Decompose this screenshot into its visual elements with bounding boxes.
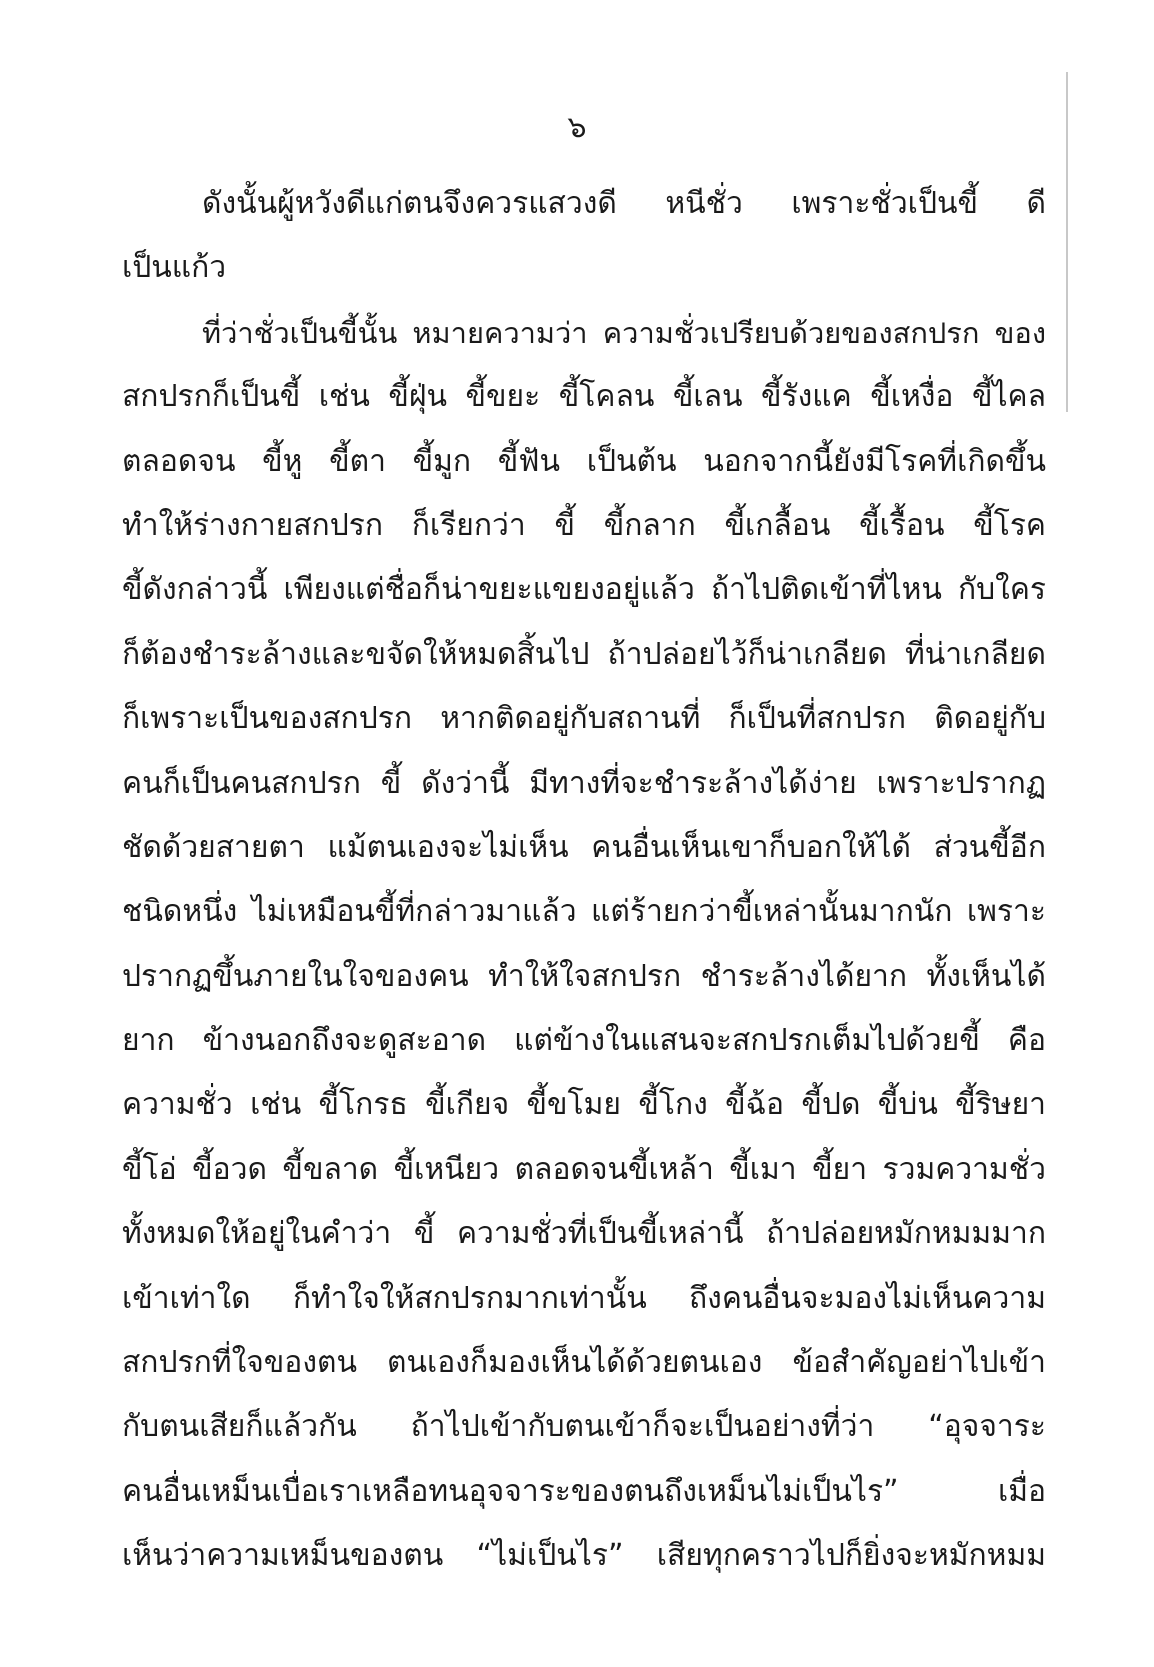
text-line: ก็ต้องชำระล้างและขจัดให้หมดสิ้นไป ถ้าปล่อยไว้ก็น่าเกลียด ที่น่าเกลียด [122, 636, 1046, 672]
text-line: ชัดด้วยสายตา แม้ตนเองจะไม่เห็น คนอื่นเห็นเขาก็บอกให้ได้ ส่วนขี้อีก [122, 829, 1046, 865]
text-line: ดังนั้นผู้หวังดีแก่ตนจึงควรแสวงดี หนีชั่ว เพราะชั่วเป็นขี้ ดี [202, 186, 1046, 221]
body-text [122, 172, 1046, 1589]
text-line: ขี้โอ่ ขี้อวด ขี้ขลาด ขี้เหนียว ตลอดจนขี้เหล้า ขี้เมา ขี้ยา รวมความชั่ว [122, 1151, 1046, 1187]
text-line: ก็เพราะเป็นของสกปรก หากติดอยู่กับสถานที่ ก็เป็นที่สกปรก ติดอยู่กับ [122, 701, 1046, 737]
text-line: คนอื่นเหม็นเบื่อเราเหลือทนอุจจาระของตนถึงเหม็นไม่เป็นไร” เมื่อ [122, 1473, 1046, 1509]
text-line: ปรากฏขึ้นภายในใจของคน ทำให้ใจสกปรก ชำระล้างได้ยาก ทั้งเห็นได้ [122, 958, 1046, 994]
page-number: ๖ [567, 110, 587, 145]
text-line: เห็นว่าความเหม็นของตน “ไม่เป็นไร” เสียทุกคราวไปก็ยิ่งจะหมักหมม [122, 1538, 1046, 1574]
text-line: เข้าเท่าใด ก็ทำใจให้สกปรกมากเท่านั้น ถึงคนอื่นจะมองไม่เห็นความ [122, 1280, 1046, 1316]
text-line: ชนิดหนึ่ง ไม่เหมือนขี้ที่กล่าวมาแล้ว แต่ร้ายกว่าขี้เหล่านั้นมากนัก เพราะ [122, 894, 1046, 930]
text-line: ทั้งหมดให้อยู่ในคำว่า ขี้ ความชั่วที่เป็นขี้เหล่านี้ ถ้าปล่อยหมักหมมมาก [122, 1216, 1046, 1252]
text-line: ขี้ดังกล่าวนี้ เพียงแต่ชื่อก็น่าขยะแขยงอยู่แล้ว ถ้าไปติดเข้าที่ไหน กับใคร [122, 572, 1046, 608]
text-line: กับตนเสียก็แล้วกัน ถ้าไปเข้ากับตนเข้าก็จะเป็นอย่างที่ว่า “อุจจาระ [122, 1409, 1046, 1445]
text-line: ที่ว่าชั่วเป็นขี้นั้น หมายความว่า ความชั่วเปรียบด้วยของสกปรก ของ [202, 315, 1046, 350]
text-line: ความชั่ว เช่น ขี้โกรธ ขี้เกียจ ขี้ขโมย ขี้โกง ขี้ฉ้อ ขี้ปด ขี้บ่น ขี้ริษยา [122, 1087, 1046, 1123]
text-line: ทำให้ร่างกายสกปรก ก็เรียกว่า ขี้ ขี้กลาก ขี้เกลื้อน ขี้เรื้อน ขี้โรค [122, 507, 1046, 543]
text-line: เป็นแก้ว [122, 250, 227, 286]
text-line: ยาก ข้างนอกถึงจะดูสะอาด แต่ข้างในแสนจะสกปรกเต็มไปด้วยขี้ คือ [122, 1023, 1046, 1059]
text-line: ตลอดจน ขี้หู ขี้ตา ขี้มูก ขี้ฟัน เป็นต้น นอกจากนี้ยังมีโรคที่เกิดขึ้น [122, 443, 1046, 479]
text-line: คนก็เป็นคนสกปรก ขี้ ดังว่านี้ มีทางที่จะชำระล้างได้ง่าย เพราะปรากฏ [122, 765, 1046, 801]
text-line: สกปรกที่ใจของตน ตนเองก็มองเห็นได้ด้วยตนเอง ข้อสำคัญอย่าไปเข้า [122, 1345, 1046, 1381]
text-line: สกปรกก็เป็นขี้ เช่น ขี้ฝุ่น ขี้ขยะ ขี้โคลน ขี้เลน ขี้รังแค ขี้เหงื่อ ขี้ไคล [122, 379, 1046, 415]
